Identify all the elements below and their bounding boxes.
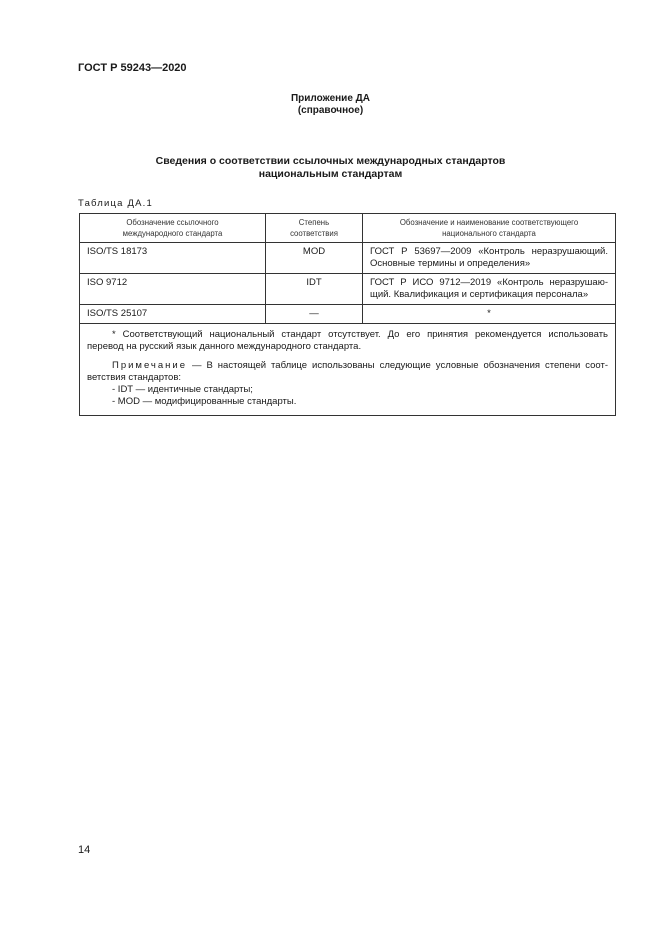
table-label: Таблица ДА.1 [78, 198, 153, 209]
cell-national: ГОСТ Р ИСО 9712—2019 «Контроль неразрушаю-щий. Квалификация и сертификация персонала» [370, 277, 608, 300]
table-footer-row [80, 324, 616, 416]
header-national-standard [363, 214, 616, 243]
footnote: * Соответствующий национальный стандарт отсутствует. До его принятия рекомендуется использовать перевод на русский язык данного международного стандарта. [87, 329, 608, 352]
table-row [80, 274, 616, 305]
header-intl-standard [80, 214, 266, 243]
correspondence-table [79, 213, 616, 416]
note-item-mod: - MOD — модифицированные стандарты. [112, 396, 297, 407]
header-national-line1: Обозначение и наименование соответствующего [399, 218, 579, 227]
document-code: ГОСТ Р 59243—2020 [78, 62, 187, 74]
table-row [80, 305, 616, 324]
cell-intl: ISO/TS 25107 [87, 308, 148, 319]
cell-national: ГОСТ Р 53697—2009 «Контроль неразрушающий. Основные термины и определения» [370, 246, 608, 269]
header-intl-line1: Обозначение ссылочного [126, 218, 219, 227]
appendix-subtitle: (справочное) [297, 105, 364, 116]
cell-degree: — [309, 308, 319, 319]
section-title-line1: Сведения о соответствии ссылочных международных стандартов [155, 155, 506, 167]
cell-degree: MOD [302, 246, 326, 257]
header-degree-line1: Степень [298, 218, 330, 227]
note [87, 360, 608, 384]
header-intl-line2: международного стандарта [122, 229, 223, 238]
note-item-idt: - IDT — идентичные стандарты; [112, 384, 253, 395]
section-title [0, 155, 661, 181]
note-label: Примечание [112, 360, 187, 371]
appendix-heading [0, 93, 661, 117]
header-degree [266, 214, 363, 243]
cell-intl: ISO 9712 [87, 277, 128, 288]
note-text: — В настоящей таблице использованы следующие условные обозначения степени соот-ветствия стандартов: [87, 360, 608, 383]
section-title-line2: национальным стандартам [258, 168, 403, 180]
table-notes [80, 324, 615, 415]
header-degree-line2: соответствия [290, 229, 338, 238]
header-national-line2: национального стандарта [442, 229, 536, 238]
cell-intl: ISO/TS 18173 [87, 246, 148, 257]
table-row [80, 243, 616, 274]
appendix-title: Приложение ДА [290, 93, 371, 104]
page-number: 14 [78, 844, 91, 856]
cell-national: * [487, 308, 491, 319]
table-header-row [80, 214, 616, 243]
cell-degree: IDT [306, 277, 322, 288]
